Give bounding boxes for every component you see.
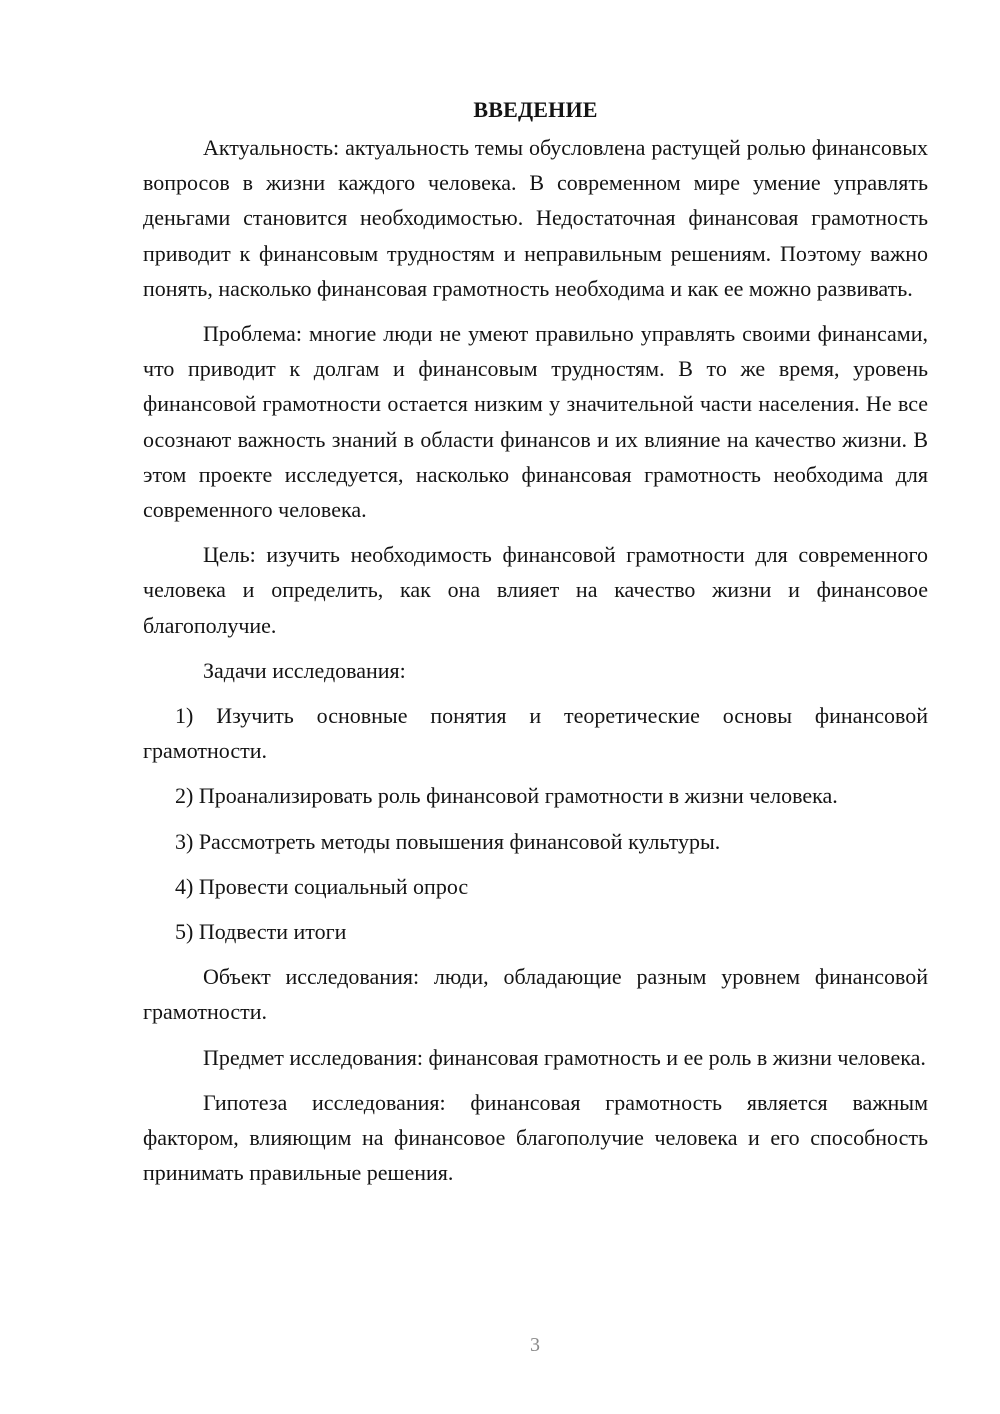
task-item-1: 1) Изучить основные понятия и теоретические основы финансовой грамотности. [143, 703, 928, 764]
task-item-5: 5) Подвести итоги [175, 919, 347, 945]
task-item-3: 3) Рассмотреть методы повышения финансовой культуры. [175, 828, 721, 854]
subject-paragraph: Предмет исследования: финансовая грамотность и ее роль в жизни человека. [203, 1044, 926, 1070]
relevance-paragraph: Актуальность: актуальность темы обусловлена растущей ролью финансовых вопросов в жизни каждого человека. В современном мире умение управлять деньгами становится необходимостью. Недостаточная финансовая грамотность приводит к финансовым трудностям и неправильным решениям. Поэтому важно понять, насколько финансовая грамотность необходима и как ее можно развивать. [143, 135, 928, 301]
page-content [143, 90, 928, 1190]
hypothesis-paragraph: Гипотеза исследования: финансовая грамотность является важным фактором, влияющим на финансовое благополучие человека и его способность принимать правильные решения. [143, 1089, 928, 1186]
task-item-4: 4) Провести социальный опрос [175, 873, 469, 899]
page-title: ВВЕДЕНИЕ [473, 97, 598, 122]
task-item-2: 2) Проанализировать роль финансовой грамотности в жизни человека. [175, 783, 838, 809]
object-paragraph: Объект исследования: люди, обладающие разным уровнем финансовой грамотности. [143, 964, 928, 1025]
goal-paragraph: Цель: изучить необходимость финансовой грамотности для современного человека и определить, как она влияет на качество жизни и финансовое благополучие. [143, 542, 928, 638]
tasks-heading: Задачи исследования: [203, 657, 406, 683]
problem-paragraph: Проблема: многие люди не умеют правильно управлять своими финансами, что приводит к долгам и финансовым трудностям. В то же время, уровень финансовой грамотности остается низким у значительной части населения. Не все осознают важность знаний в области финансов и их влияние на качество жизни. В этом проекте исследуется, насколько финансовая грамотность необходима для современного человека. [143, 321, 928, 523]
page-number: 3 [530, 1334, 540, 1356]
